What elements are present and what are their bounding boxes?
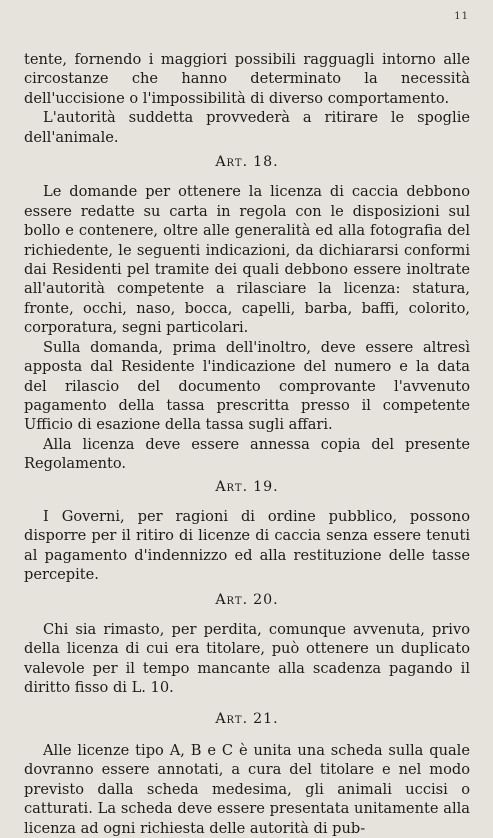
- paragraph: Alle licenze tipo A, B e C è unita una scheda sulla quale dovranno essere annotati, a cura del titolare e nel modo previsto dalla scheda medesima, gli animali uccisi o catturati. La scheda deve essere presentata unitamente alla licenza ad ogni richiesta delle autorità di pub-: [24, 742, 470, 837]
- page-number: 11: [454, 11, 469, 22]
- body-text: [24, 50, 470, 838]
- article-number: 19.: [253, 478, 279, 495]
- article-label: Art.: [215, 710, 249, 727]
- paragraph: Le domande per ottenere la licenza di caccia debbono essere redatte su carta in regola con le disposizioni sul bollo e contenere, oltre alle generalità ed alla fotografia del richiedente, le seguenti indicazioni, da dichiararsi conformi dai Residenti pel tramite dei quali debbono essere inoltrate all'autorità competente a rilasciare la licenza: statura, fronte, occhi, naso, bocca, capelli, barba, baffi, colorito, corporatura, segni particolari.: [24, 183, 470, 337]
- article-heading-21: [24, 710, 470, 729]
- article-number: 20.: [253, 591, 279, 608]
- article-label: Art.: [215, 154, 249, 171]
- article-label: Art.: [215, 478, 249, 495]
- article-heading-19: [24, 478, 470, 497]
- paragraph: tente, fornendo i maggiori possibili ragguagli intorno alle circostanze che hanno determinato la necessità dell'uccisione o l'impossibilità di diverso comportamento.: [24, 51, 470, 107]
- paragraph: Alla licenza deve essere annessa copia del presente Regolamento.: [24, 435, 470, 473]
- article-label: Art.: [215, 591, 249, 608]
- paragraph: I Governi, per ragioni di ordine pubblico, possono disporre per il ritiro di licenze di caccia senza essere tenuti al pagamento d'indennizzo ed alla restituzione delle tasse percepite.: [24, 507, 470, 584]
- paragraph: Sulla domanda, prima dell'inoltro, deve essere altresì apposta dal Residente l'indicazione del numero e la data del rilascio del documento comprovante l'avvenuto pagamento della tassa prescritta presso il competente Ufficio di esazione della tassa sugli affari.: [24, 338, 470, 434]
- article-number: 21.: [253, 710, 279, 727]
- paragraph: L'autorità suddetta provvederà a ritirare le spoglie dell'animale.: [24, 109, 470, 146]
- article-number: 18.: [253, 154, 279, 171]
- paragraph: Chi sia rimasto, per perdita, comunque avvenuta, privo della licenza di cui era titolare, può ottenere un duplicato valevole per il tempo mancante alla scadenza pagando il diritto fisso di L. 10.: [24, 620, 470, 697]
- article-heading-20: [24, 591, 470, 610]
- article-heading-18: [24, 153, 470, 172]
